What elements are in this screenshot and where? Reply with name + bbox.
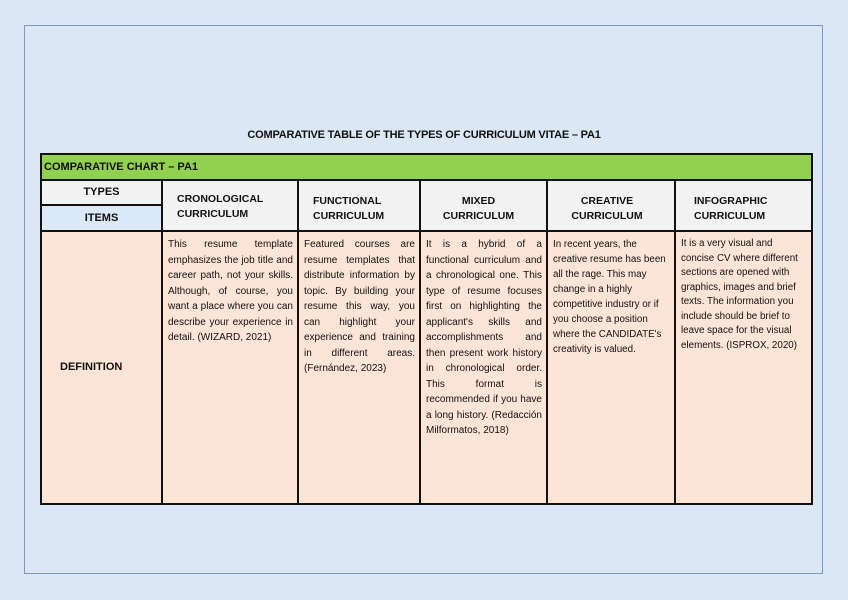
column-title-line1: MIXED bbox=[461, 195, 496, 207]
table-header: COMPARATIVE CHART – PA1 bbox=[42, 155, 811, 181]
column-title-line1: FUNCTIONAL bbox=[313, 195, 382, 207]
column-header-mixed bbox=[421, 181, 548, 232]
definition-mixed: It is a hybrid of a functional curriculum and a chronological one. This type of resume focuses first on highlighting the applicant's skills and accomplishments and then present work history in chronological order. This format is recommended if you have a long history. (Redacción Milformatos, 2018) bbox=[421, 232, 548, 503]
definition-infographic: It is a very visual and concise CV where different sections are opened with graphics, images and brief texts. The information you include should be brief to leave space for the visual elements. (ISPROX, 2020) bbox=[676, 232, 811, 503]
column-title-line2: CURRICULUM bbox=[442, 210, 515, 222]
column-title-line2: CURRICULUM bbox=[694, 210, 766, 222]
column-title-line1: CRONOLOGICAL bbox=[177, 193, 264, 205]
column-title-line2: CURRICULUM bbox=[313, 210, 385, 222]
column-title-line1: INFOGRAPHIC bbox=[694, 195, 768, 207]
definition-creative: In recent years, the creative resume has been all the rage. This may change in a highly competitive industry or if you choose a position where the CANDIDATE's creativity is valued. bbox=[548, 232, 676, 503]
column-title-line2: CURRICULUM bbox=[177, 208, 249, 220]
items-label: ITEMS bbox=[42, 206, 163, 232]
column-header-cronological bbox=[163, 181, 299, 232]
column-title-line2: CURRICULUM bbox=[571, 210, 643, 222]
comparative-table bbox=[40, 153, 813, 505]
column-title-line1: CREATIVE bbox=[580, 195, 634, 207]
column-header-creative bbox=[548, 181, 676, 232]
row-label-definition: DEFINITION bbox=[42, 232, 163, 503]
definition-functional: Featured courses are resume templates that distribute information by topic. By building your resume this way, you can highlight your experience and training in different areas. (Fernández, 2023) bbox=[299, 232, 421, 503]
definition-cronological: This resume template emphasizes the job title and career path, not your skills. Although, of course, you want a place where you can describe your experience in detail. (WIZARD, 2021) bbox=[163, 232, 299, 503]
types-label: TYPES bbox=[42, 181, 163, 206]
page-title: COMPARATIVE TABLE OF THE TYPES OF CURRICULUM VITAE – PA1 bbox=[247, 129, 601, 141]
column-header-infographic bbox=[676, 181, 811, 232]
column-header-functional bbox=[299, 181, 421, 232]
